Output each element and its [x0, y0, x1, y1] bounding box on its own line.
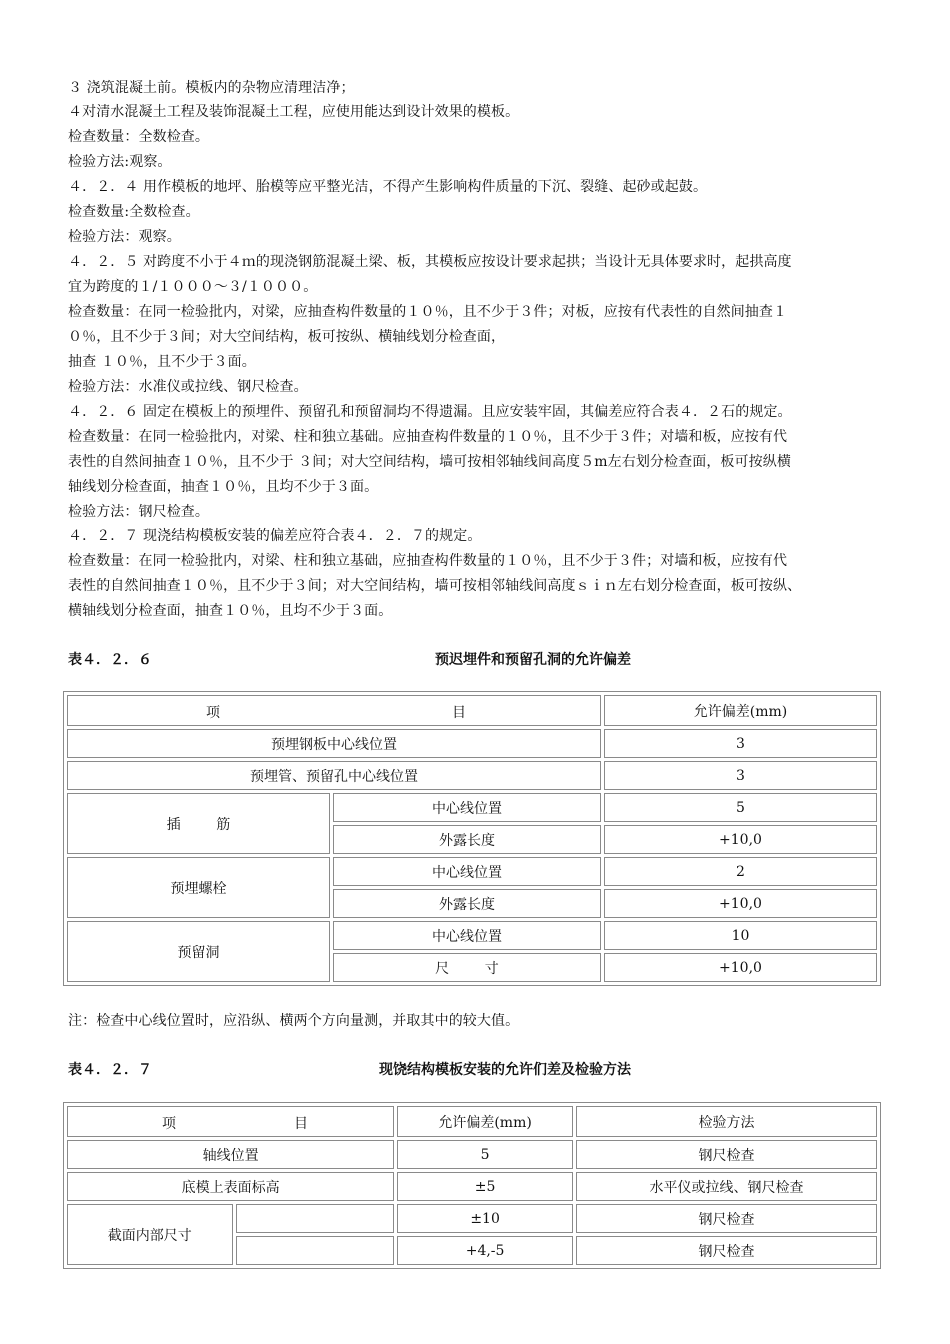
header-item: [67, 1106, 394, 1137]
header-item-b: 目: [294, 1116, 308, 1132]
text-line: 检查数量:全数检查。: [68, 204, 200, 220]
header-tolerance: 允许偏差(mm): [604, 695, 877, 726]
text-line: 表性的自然间抽查１０％，且不少于３间；对大空间结构，墙可按相邻轴线间高度ｓｉｎ左右划分检查面，板可按纵、: [68, 578, 802, 594]
text-line: 检查数量：在同一检验批内，对梁、柱和独立基础。应抽查构件数量的１０％，且不少于３件；对墙和板，应按有代: [68, 429, 788, 445]
table-row: [67, 857, 877, 886]
text-line: 检查数量：在同一检验批内，对梁、柱和独立基础，应抽查构件数量的１０％，且不少于３件；对墙和板，应按有代: [68, 553, 788, 569]
group-label: 插 筋: [67, 793, 330, 854]
sub-label: 尺 寸: [333, 953, 601, 982]
row-label: 预埋钢板中心线位置: [67, 729, 601, 758]
table-header-row: [67, 695, 877, 726]
sub-value: 10: [604, 921, 877, 950]
sub-label: [236, 1236, 395, 1265]
row-value: 3: [604, 761, 877, 790]
text-line: ４．２．４ 用作模板的地坪、胎模等应平整光洁，不得产生影响构件质量的下沉、裂缝、起砂或起鼓。: [68, 179, 708, 195]
row-tolerance: ±5: [397, 1172, 573, 1201]
table1: [63, 691, 881, 986]
sub-value: 5: [604, 793, 877, 822]
table2-number: 表４．２．７: [68, 1062, 152, 1078]
row-label: 底模上表面标高: [67, 1172, 394, 1201]
sub-label: 中心线位置: [333, 857, 601, 886]
sub-label: 中心线位置: [333, 921, 601, 950]
row-label: 预埋管、预留孔中心线位置: [67, 761, 601, 790]
text-line: 宜为跨度的１/１０００～３/１０００。: [68, 279, 318, 295]
sub-label: 外露长度: [333, 825, 601, 854]
text-line: 表性的自然间抽查１０％，且不少于 ３间；对大空间结构，墙可按相邻轴线间高度５m左右划分检查面，板可按纵横: [68, 454, 791, 470]
text-line: ３ 浇筑混凝土前。模板内的杂物应清理洁净；: [68, 80, 355, 96]
text-line: 检查数量：全数检查。: [68, 129, 209, 145]
table-header-row: [67, 1106, 877, 1137]
sub-label: 外露长度: [333, 889, 601, 918]
text-line: 检验方法:观察。: [68, 154, 172, 170]
sub-method: 钢尺检查: [576, 1204, 877, 1233]
text-line: ４．２．７ 现浇结构模板安装的偏差应符合表４．２．７的规定。: [68, 528, 482, 544]
group-label: 预埋螺栓: [67, 857, 330, 918]
header-item: [67, 695, 601, 726]
text-line: ４．２．６ 固定在模板上的预埋件、预留孔和预留洞均不得遗漏。且应安装牢固，其偏差应符合表４．２石的规定。: [68, 404, 792, 420]
sub-label: [236, 1204, 395, 1233]
text-line: ０％，且不少于３间；对大空间结构，板可按纵、横轴线划分检查面，: [68, 329, 506, 345]
group-label: 预留洞: [67, 921, 330, 982]
sub-method: 钢尺检查: [576, 1236, 877, 1265]
group-label: 截面内部尺寸: [67, 1204, 233, 1265]
sub-value: 2: [604, 857, 877, 886]
table1-note: 注：检查中心线位置时，应沿纵、横两个方向量测，并取其中的较大值。: [68, 1013, 520, 1029]
table-row: [67, 1140, 877, 1169]
sub-value: +10,0: [604, 889, 877, 918]
text-line: 检验方法：观察。: [68, 229, 181, 245]
sub-label: 中心线位置: [333, 793, 601, 822]
text-line: ４．２．５ 对跨度不小于４ｍ的现浇钢筋混凝土梁、板，其模板应按设计要求起拱；当设计无具体要求时，起拱高度: [68, 254, 792, 270]
header-tolerance: 允许偏差(mm): [397, 1106, 573, 1137]
text-line: 检查数量：在同一检验批内，对梁，应抽查构件数量的１０％，且不少于３件；对板，应按有代表性的自然间抽查１: [68, 304, 788, 320]
row-tolerance: 5: [397, 1140, 573, 1169]
text-line: 抽查 １０％，且不少于３面。: [68, 354, 256, 370]
text-line: 检验方法：钢尺检查。: [68, 504, 209, 520]
table-row: [67, 921, 877, 950]
text-line: 检验方法：水准仪或拉线、钢尺检查。: [68, 379, 308, 395]
sub-tolerance: +4,-5: [397, 1236, 573, 1265]
table-row: [67, 793, 877, 822]
sub-value: +10,0: [604, 953, 877, 982]
row-method: 水平仪或拉线、钢尺检查: [576, 1172, 877, 1201]
row-label: 轴线位置: [67, 1140, 394, 1169]
table1-number: 表４．２．６: [68, 652, 152, 668]
text-line: ４对清水混凝土工程及装饰混凝土工程，应使用能达到设计效果的模板。: [68, 104, 520, 120]
sub-tolerance: ±10: [397, 1204, 573, 1233]
sub-value: +10,0: [604, 825, 877, 854]
table-row: [67, 729, 877, 758]
header-item-b: 目: [452, 705, 466, 721]
header-item-a: 项: [162, 1116, 176, 1132]
table-row: [67, 761, 877, 790]
table-row: [67, 1204, 877, 1233]
table2: [63, 1102, 881, 1269]
table-row: [67, 1172, 877, 1201]
table1-title: 预迟埋件和预留孔洞的允许偏差: [435, 652, 631, 668]
text-line: 横轴线划分检查面，抽查１０％，且均不少于３面。: [68, 603, 393, 619]
row-value: 3: [604, 729, 877, 758]
header-method: 检验方法: [576, 1106, 877, 1137]
table2-title: 现饶结构模板安装的允许们差及检验方法: [379, 1062, 631, 1078]
header-item-a: 项: [206, 705, 220, 721]
text-line: 轴线划分检查面，抽查１０％，且均不少于３面。: [68, 479, 379, 495]
row-method: 钢尺检查: [576, 1140, 877, 1169]
